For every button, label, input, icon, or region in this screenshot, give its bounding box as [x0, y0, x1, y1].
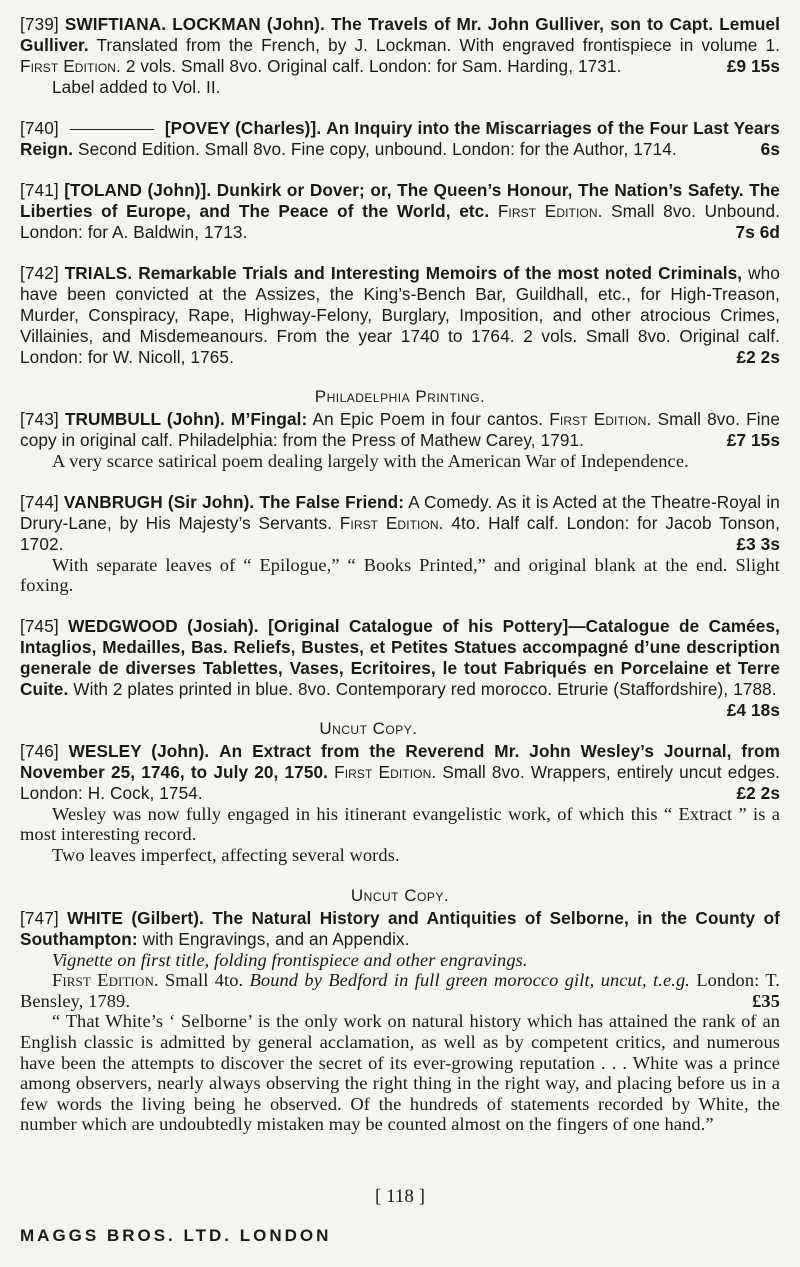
entry-742: [20, 263, 780, 368]
entry-number: [739]: [20, 14, 59, 34]
entry-price: £2 2s: [736, 347, 780, 367]
entry-description: with Engravings, and an Appendix.: [142, 928, 410, 949]
footer: [20, 1226, 780, 1246]
entry-imprint: Small 8vo. Wrappers, entirely uncut edges. London: H. Cock, 1754.: [20, 761, 780, 803]
entry-title: An Extract from the Reverend Mr. John Wesley’s Journal, from November 25, 1746, to July 20, 1750.: [20, 740, 780, 782]
entry-author: [TOLAND (John)].: [64, 180, 212, 200]
entry-vignette-note: Vignette on first title, folding frontispiece and other engravings.: [52, 949, 528, 970]
entry-title: Remarkable Trials and Interesting Memoirs of the most noted Criminals,: [138, 263, 743, 283]
entry-author: VANBRUGH (Sir John).: [63, 491, 255, 512]
entry-note: Label added to Vol. II.: [52, 77, 221, 97]
page-number: [ 118 ]: [375, 1186, 425, 1207]
entry-number: [744]: [20, 491, 59, 512]
entry-author: WHITE (Gilbert).: [67, 907, 204, 928]
entry-edition: First Edition.: [52, 970, 159, 991]
section-heading-uncut: Uncut Copy.: [319, 718, 418, 738]
entry-title: The Travels of Mr. John Gulliver, son to Capt. Lemuel Gulliver.: [20, 14, 780, 55]
entry-number: [746]: [20, 740, 59, 761]
entry-edition: First Edition.: [497, 201, 603, 221]
entry-title: The Natural History and Antiquities of Selborne, in the County of Southampton:: [20, 907, 780, 949]
entry-imprint: Small 8vo. Unbound. London: for A. Baldwin, 1713.: [20, 201, 780, 242]
entry-price: £2 2s: [736, 782, 780, 803]
entry-edition: First Edition.: [339, 512, 444, 533]
entry-747: [20, 908, 780, 1135]
entry-746: [20, 741, 780, 866]
entry-note: A very scarce satirical poem dealing largely with the American War of Independence.: [52, 451, 689, 471]
entry-note: Wesley was now fully engaged in his itinerant evangelistic work, of which this “ Extract ” is a most interesting record.: [20, 803, 780, 845]
entry-note: Two leaves imperfect, affecting several words.: [52, 844, 400, 865]
entry-imprint: London: T. Bensley, 1789.: [20, 970, 781, 1011]
entry-745: [20, 615, 780, 720]
entry-price: £35: [752, 990, 780, 1011]
entry-author: TRIALS.: [64, 263, 133, 283]
entry-format: Small 4to.: [164, 970, 244, 991]
entry-740: [20, 118, 780, 160]
entry-price: £4 18s: [726, 699, 780, 720]
entry-imprint: 2 vols. Small 8vo. Original calf. London: for Sam. Harding, 1731.: [125, 56, 622, 76]
entry-739: [20, 14, 780, 98]
section-heading-philadelphia: Philadelphia Printing.: [314, 387, 486, 406]
publisher-imprint: MAGGS BROS. LTD. LONDON: [20, 1226, 332, 1245]
ditto-rule: [70, 129, 154, 130]
entry-description: An Epic Poem in four cantos.: [312, 409, 544, 429]
entry-price: £3 3s: [736, 533, 780, 554]
entry-description: With 2 plates printed in blue. 8vo. Contemporary red morocco. Etrurie (Staffordshire), 1788.: [73, 678, 777, 699]
entry-edition: First Edition.: [20, 56, 121, 76]
entry-description: A Comedy. As it is Acted at the Theatre-Royal in Drury-Lane, by His Majesty’s Servants.: [20, 491, 780, 533]
entry-quote: “ That White’s ‘ Selborne’ is the only work on natural history which has attained the rank of an English classic is admitted by general acclamation, as well as by competent critics, and numerous have been the attempts to discover the secret of its ever-growing reputation . . . White was a prince among observers, nearly always observing the right thing in the right way, and placing before us in a few words the living being he observed. Of the hundreds of statements recorded by White, the number which are undoubtedly mistaken may be counted almost on the fingers of one hand.”: [20, 1011, 780, 1135]
entry-description: Translated from the French, by J. Lockman. With engraved frontispiece in volume 1.: [96, 35, 780, 55]
entry-number: [745]: [20, 615, 59, 636]
entry-price: £7 15s: [726, 430, 780, 450]
entry-price: £9 15s: [726, 56, 780, 76]
entry-title: [Original Catalogue of his Pottery]—Catalogue de Camées, Intaglios, Medailles, Bas. Reliefs, Bustes, et Petites Statues accompagné d’une description generale de diverses Tablettes, Vases, Ecritoires, le tout Fabriqués en Porcelaine et Terre Cuite.: [20, 615, 780, 699]
entry-binding: Bound by Bedford in full green morocco gilt, uncut, t.e.g.: [249, 970, 690, 991]
entry-description: who have been convicted at the Assizes, the King’s-Bench Bar, Guildhall, etc., for High-Treason, Murder, Conspiracy, Rape, Highway-Felony, Burglary, Imposition, and other atrocious Crimes, Villainies, and Misdemeanours. From the year 1740 to 1764. 2 vols. Small 8vo. Original calf. London: for W. Nicoll, 1765.: [20, 263, 780, 367]
entry-title: M’Fingal:: [231, 409, 308, 429]
entry-title: Dunkirk or Dover; or, The Queen’s Honour, The Nation’s Safety. The Liberties of Europe, and The Peace of the World, etc.: [20, 180, 780, 221]
entry-author: SWIFTIANA. LOCKMAN (John).: [64, 14, 325, 34]
entry-744: [20, 492, 780, 596]
entry-number: [747]: [20, 907, 59, 928]
entry-price: 7s 6d: [735, 222, 780, 242]
entry-number: [742]: [20, 263, 59, 283]
entry-edition: First Edition.: [549, 409, 652, 429]
entry-title: The False Friend:: [259, 491, 405, 512]
entry-number: [740]: [20, 118, 59, 138]
entry-price: 6s: [760, 139, 780, 159]
entry-note: With separate leaves of “ Epilogue,” “ Books Printed,” and original blank at the end. Slight foxing.: [20, 554, 780, 596]
entry-imprint: Small 8vo. Fine copy in original calf. Philadelphia: from the Press of Mathew Carey, 1791.: [20, 409, 780, 450]
entry-author: WEDGWOOD (Josiah).: [68, 615, 259, 636]
entry-author: [POVEY (Charles)].: [164, 118, 322, 138]
entry-number: [741]: [20, 180, 59, 200]
entry-edition: First Edition.: [334, 761, 437, 782]
entry-title: An Inquiry into the Miscarriages of the Four Last Years Reign.: [20, 118, 780, 159]
entry-imprint: 4to. Half calf. London: for Jacob Tonson, 1702.: [20, 512, 780, 554]
entry-number: [743]: [20, 409, 59, 429]
entry-741: [20, 180, 780, 243]
entry-author: TRUMBULL (John).: [64, 409, 225, 429]
section-heading-uncut: Uncut Copy.: [350, 885, 450, 905]
entry-description: Second Edition. Small 8vo. Fine copy, unbound. London: for the Author, 1714.: [78, 139, 677, 159]
entry-743: [20, 409, 780, 472]
entry-author: WESLEY (John).: [68, 740, 210, 761]
